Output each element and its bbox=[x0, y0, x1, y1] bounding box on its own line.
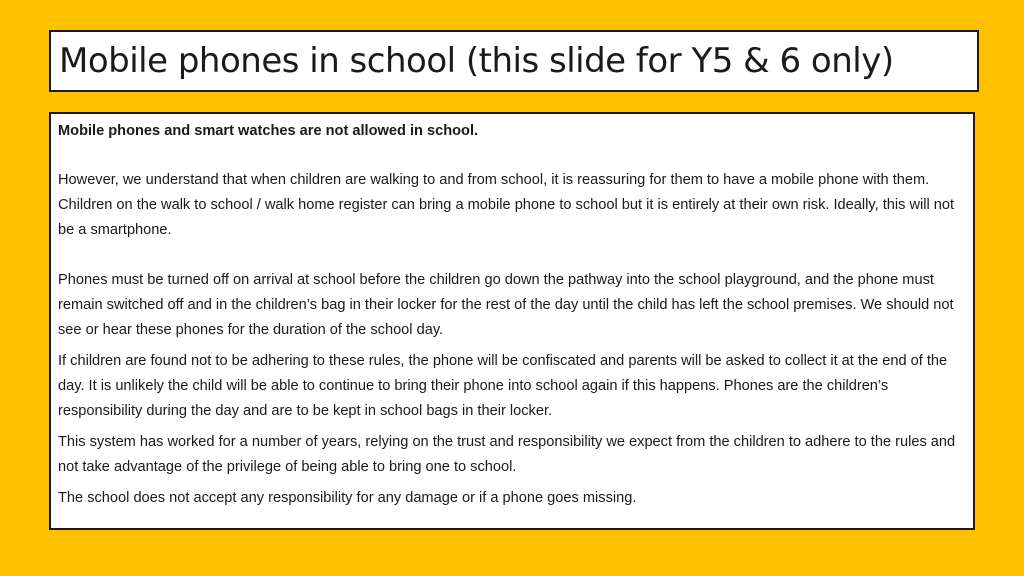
paragraph-confiscation: If children are found not to be adhering to these rules, the phone will be confiscated and parents will be asked to collect it at the end of the day. It is unlikely the child will be able to continue to bring their phone into school again if this happens. Phones are the children’s responsibility during the day and are to be kept in school bags in their locker. bbox=[58, 353, 948, 419]
slide-title: Mobile phones in school (this slide for Y5 & 6 only) bbox=[59, 41, 894, 81]
paragraph-walking-exception: However, we understand that when children are walking to and from school, it is reassuring for them to have a mobile phone with them. Children on the walk to school / walk home register can bring a mobile phone to school but it is entirely at their own risk. Ideally, this will not be a smartphone. bbox=[58, 172, 955, 238]
paragraph-disclaimer: The school does not accept any responsibility for any damage or if a phone goes missing. bbox=[58, 490, 637, 506]
slide-body bbox=[58, 119, 970, 511]
paragraph-system-trust: This system has worked for a number of years, relying on the trust and responsibility we expect from the children to adhere to the rules and not take advantage of the privilege of being able to bring one to school. bbox=[58, 434, 956, 475]
slide-content-box bbox=[49, 112, 975, 530]
rule-statement: Mobile phones and smart watches are not allowed in school. bbox=[58, 123, 479, 139]
slide-title-box bbox=[49, 30, 979, 92]
paragraph-phones-off: Phones must be turned off on arrival at school before the children go down the pathway into the school playground, and the phone must remain switched off and in the children’s bag in their locker for the rest of the day until the child has left the school premises. We should not see or hear these phones for the duration of the school day. bbox=[58, 272, 954, 338]
